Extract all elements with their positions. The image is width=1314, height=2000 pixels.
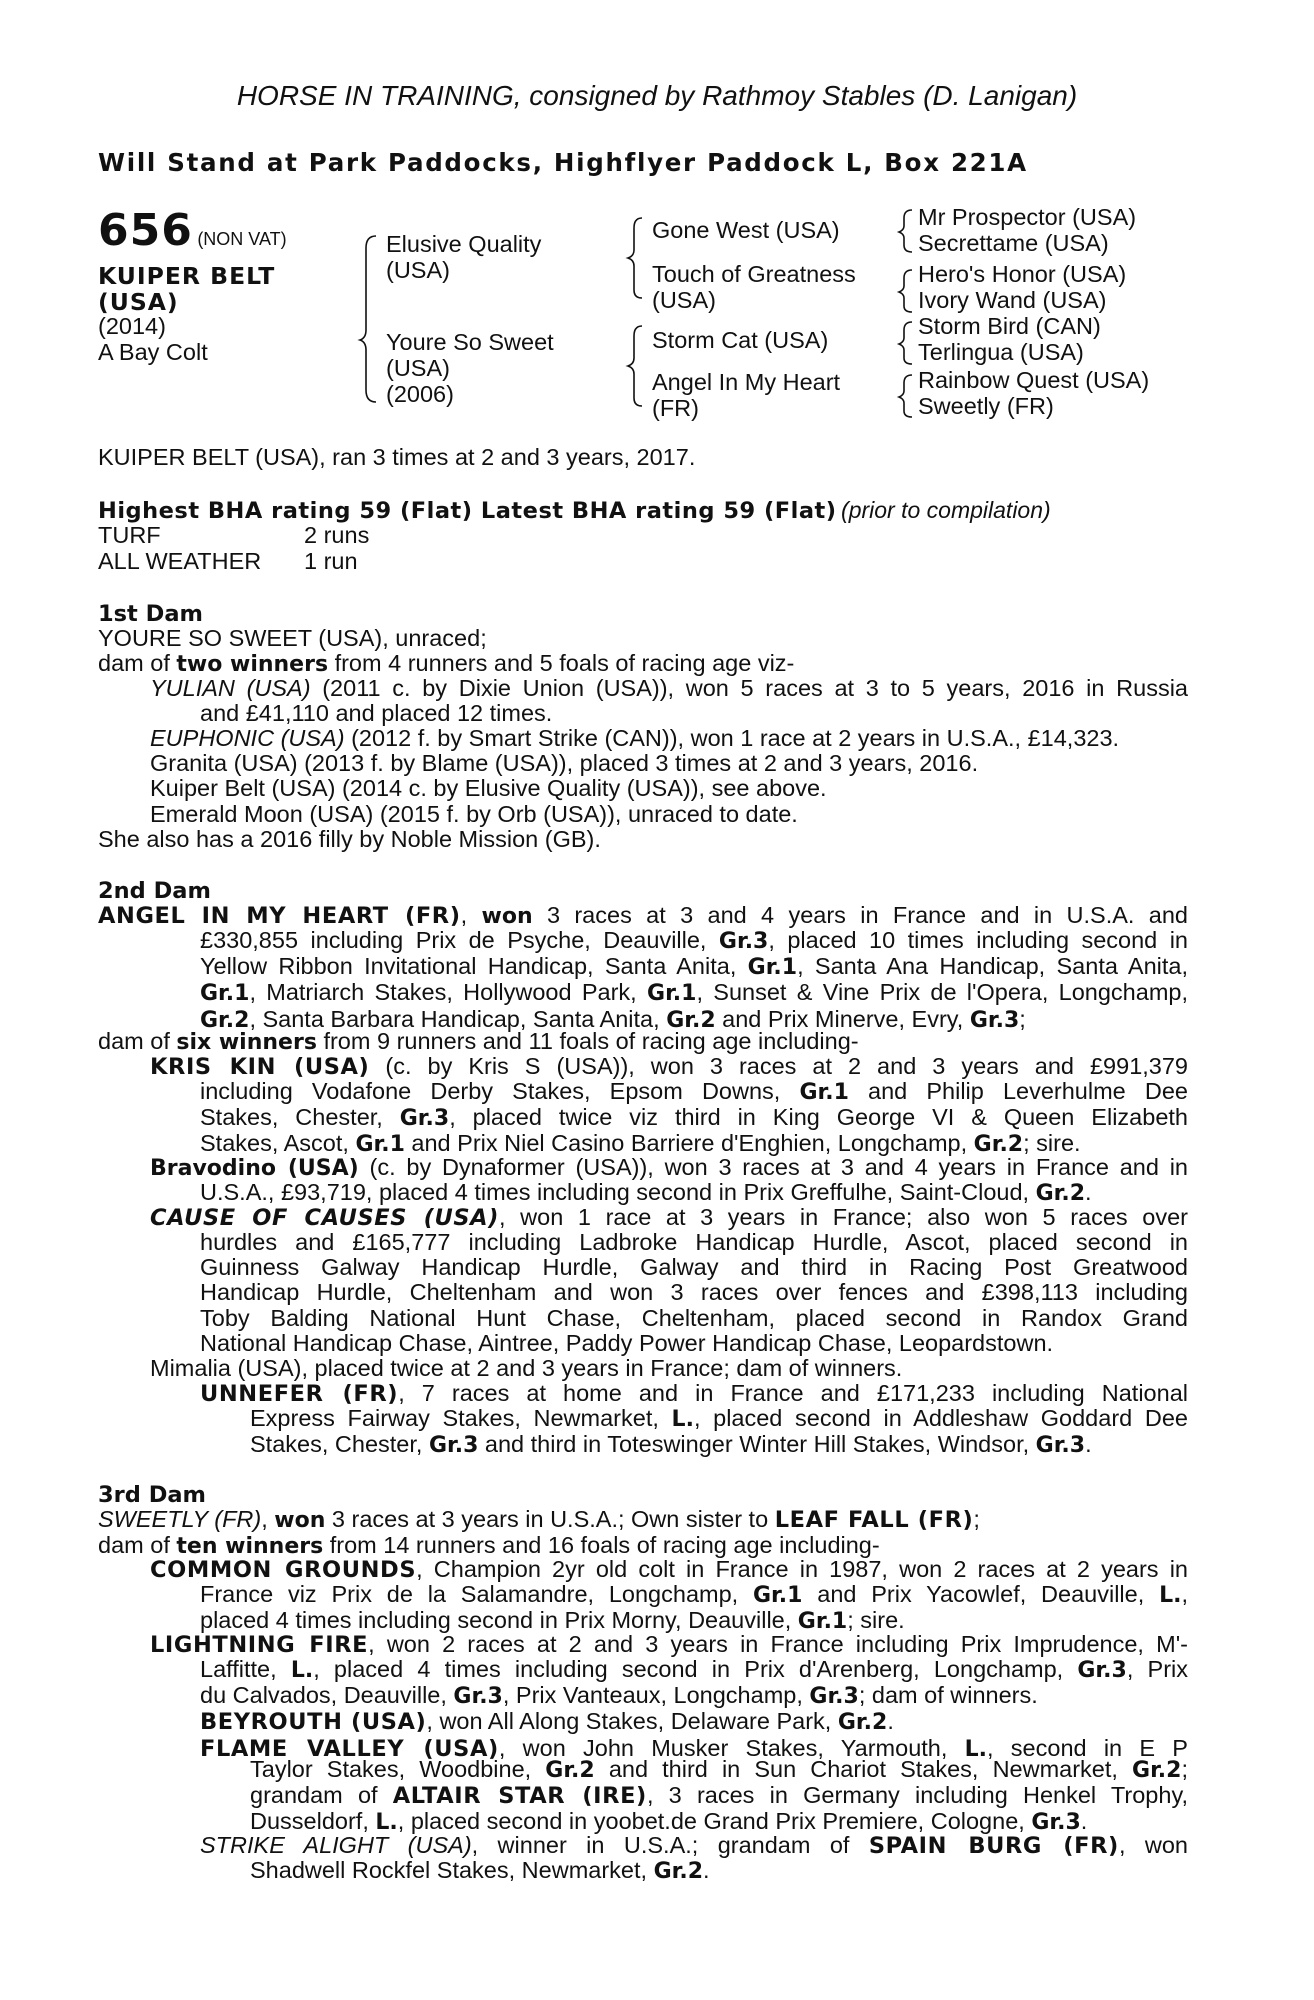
bha-rating: Highest BHA rating 59 (Flat) Latest BHA rating 59 (Flat) xyxy=(98,498,837,524)
third-dam-text: SWEETLY (FR), won 3 races at 3 years in U.S.A.; Own sister to LEAF FALL (FR); dam of ten winners from 14 runners and 16 foals of racing age including- xyxy=(98,1506,980,1560)
dam-dam-country: (FR) xyxy=(652,395,699,421)
page-header-title: HORSE IN TRAINING, consigned by Rathmoy Stables (D. Lanigan) xyxy=(236,80,1078,111)
rating-note: (prior to compilation) xyxy=(841,497,1051,523)
second-dam-lead: ANGEL IN MY HEART (FR), won 3 races at 3 and 4 years in France and in U.S.A. and xyxy=(98,902,1189,929)
stand-location: Will Stand at Park Paddocks, Highflyer Paddock L, Box 221A xyxy=(98,148,1028,177)
dss: Storm Bird (CAN) xyxy=(918,313,1101,339)
cause-of-causes-record: hurdles and £165,777 including Ladbroke Handicap Hurdle, Ascot, placed second in Guinness Galway Handicap Hurdle, Galway and third in Racing Post Greatwood Handicap Hurdle, Cheltenham and won 3 races over fences and £398,113 including Toby Balding National Hunt Chase, Cheltenham, placed second in Randox Grand National Handicap Chase, Aintree, Paddy Power Handicap Chase, Leopardstown. xyxy=(200,1229,1188,1356)
lot-number: 656 xyxy=(98,205,193,256)
dam-year: (2006) xyxy=(386,381,454,407)
strike-alight-record: Shadwell Rockfel Stakes, Newmarket, Gr.2. xyxy=(250,1857,710,1884)
sire-name: Elusive Quality xyxy=(386,231,542,257)
dam-country: (USA) xyxy=(386,355,450,381)
lightning-fire: LIGHTNING FIRE, won 2 races at 2 and 3 years in France including Prix Imprudence, M'- xyxy=(150,1631,1189,1658)
mimalia: Mimalia (USA), placed twice at 2 and 3 years in France; dam of winners. xyxy=(150,1355,903,1381)
sire-country: (USA) xyxy=(386,257,450,283)
second-dam-produce: dam of six winners from 9 runners and 11 foals of racing age including- xyxy=(98,1028,859,1055)
ssd: Secrettame (USA) xyxy=(918,230,1109,256)
vat-status: (NON VAT) xyxy=(197,229,287,249)
kris-kin-record: including Vodafone Derby Stakes, Epsom Downs, Gr.1 and Philip Leverhulme Dee Stakes, Chester, Gr.3, placed twice viz third in King George VI & Queen Elizabeth Stakes, Ascot, Gr.1 and Prix Niel Casino Barriere d'Enghien, Longchamp, Gr.2; sire. xyxy=(200,1078,1188,1158)
lightning-fire-record: Laffitte, L., placed 4 times including second in Prix d'Arenberg, Longchamp, Gr.3, Prix du Calvados, Deauville, Gr.3, Prix Vanteaux, Longchamp, Gr.3; dam of winners. BEYROUTH (USA), won All Along Stakes, Delaware Park, Gr.2. FLAME VALLEY (USA), won John Musker Stakes, Yarmouth, L., second in E P xyxy=(200,1656,1188,1762)
sdd: Ivory Wand (USA) xyxy=(918,287,1107,313)
strike-alight: STRIKE ALIGHT (USA), winner in U.S.A.; grandam of SPAIN BURG (FR), won xyxy=(200,1832,1188,1859)
ddd: Sweetly (FR) xyxy=(918,393,1054,419)
horse-country: (USA) xyxy=(98,288,179,316)
dsd: Terlingua (USA) xyxy=(918,339,1084,365)
foaling-year: (2014) xyxy=(98,313,166,339)
first-dam-progeny: YULIAN (USA) (2011 c. by Dixie Union (USA)), won 5 races at 3 to 5 years, 2016 in Russia xyxy=(150,675,1188,701)
first-dam-progeny-2: and £41,110 and placed 12 times. xyxy=(200,700,553,726)
second-dam-heading: 2nd Dam xyxy=(98,878,211,904)
sire-dam-name: Touch of Greatness xyxy=(652,261,856,287)
bravodino-record: U.S.A., £93,719, placed 4 times including second in Prix Greffulhe, Saint-Cloud, Gr.2. xyxy=(200,1179,1092,1206)
turf-label: TURF xyxy=(98,522,161,548)
dam-name: Youre So Sweet xyxy=(386,329,554,355)
horse-description: A Bay Colt xyxy=(98,339,208,365)
ratings-line xyxy=(98,497,1051,524)
sire-dam-country: (USA) xyxy=(652,287,716,313)
flame-valley-record: Taylor Stakes, Woodbine, Gr.2 and third in Sun Chariot Stakes, Newmarket, Gr.2; grandam of ALTAIR STAR (IRE), 3 races in Germany including Henkel Trophy, Dusseldorf, L., placed second in yoobet.de Grand Prix Premiere, Cologne, Gr.3. xyxy=(250,1756,1188,1836)
third-dam-heading: 3rd Dam xyxy=(98,1482,206,1508)
common-grounds: COMMON GROUNDS, Champion 2yr old colt in France in 1987, won 2 races at 2 years in xyxy=(150,1556,1188,1583)
unnefer-record: Express Fairway Stakes, Newmarket, L., placed second in Addleshaw Goddard Dee Stakes, Chester, Gr.3 and third in Toteswinger Winter Hill Stakes, Windsor, Gr.3. xyxy=(250,1405,1188,1459)
horse-name: KUIPER BELT xyxy=(98,262,276,290)
dam-sire: Storm Cat (USA) xyxy=(652,327,829,353)
first-dam-progeny-3: EUPHONIC (USA) (2012 f. by Smart Strike (CAN)), won 1 race at 2 years in U.S.A., £14,323. Granita (USA) (2013 f. by Blame (USA)), placed 3 times at 2 and 3 years, 2016. Kuiper Belt (USA) (2014 c. by Elusive Quality (USA)), see above. Emerald Moon (USA) (2015 f. by Orb (USA)), unraced to date. xyxy=(150,725,1120,827)
dam-dam-name: Angel In My Heart xyxy=(652,369,841,395)
race-summary: KUIPER BELT (USA), ran 3 times at 2 and 3 years, 2017. xyxy=(98,444,696,470)
bravodino: Bravodino (USA) (c. by Dynaformer (USA)), won 3 races at 3 and 4 years in France and in xyxy=(150,1154,1188,1181)
first-dam-heading: 1st Dam xyxy=(98,601,203,627)
aw-runs: 1 run xyxy=(304,548,358,574)
turf-runs: 2 runs xyxy=(304,522,370,548)
sire-sire: Gone West (USA) xyxy=(652,217,840,243)
sds: Hero's Honor (USA) xyxy=(918,261,1127,287)
common-grounds-record: France viz Prix de la Salamandre, Longchamp, Gr.1 and Prix Yacowlef, Deauville, L., placed 4 times including second in Prix Morny, Deauville, Gr.1; sire. xyxy=(200,1581,1188,1635)
first-dam-filly: She also has a 2016 filly by Noble Mission (GB). xyxy=(98,826,601,852)
sss: Mr Prospector (USA) xyxy=(918,204,1137,230)
dds: Rainbow Quest (USA) xyxy=(918,367,1150,393)
second-dam-record: £330,855 including Prix de Psyche, Deauville, Gr.3, placed 10 times including second in Yellow Ribbon Invitational Handicap, Santa Anita, Gr.1, Santa Ana Handicap, Santa Anita, Gr.1, Matriarch Stakes, Hollywood Park, Gr.1, Sunset & Vine Prix de l'Opera, Longchamp, Gr.2, Santa Barbara Handicap, Santa Anita, Gr.2 and Prix Minerve, Evry, Gr.3; xyxy=(200,927,1188,1033)
aw-label: ALL WEATHER xyxy=(98,548,262,574)
cause-of-causes: CAUSE OF CAUSES (USA), won 1 race at 3 years in France; also won 5 races over xyxy=(150,1204,1188,1231)
kris-kin: KRIS KIN (USA) (c. by Kris S (USA)), won 3 races at 2 and 3 years and £991,379 xyxy=(150,1053,1188,1080)
first-dam-text: YOURE SO SWEET (USA), unraced; dam of two winners from 4 runners and 5 foals of racing age viz- xyxy=(98,625,795,678)
unnefer: UNNEFER (FR), 7 races at home and in France and £171,233 including National xyxy=(200,1380,1188,1407)
